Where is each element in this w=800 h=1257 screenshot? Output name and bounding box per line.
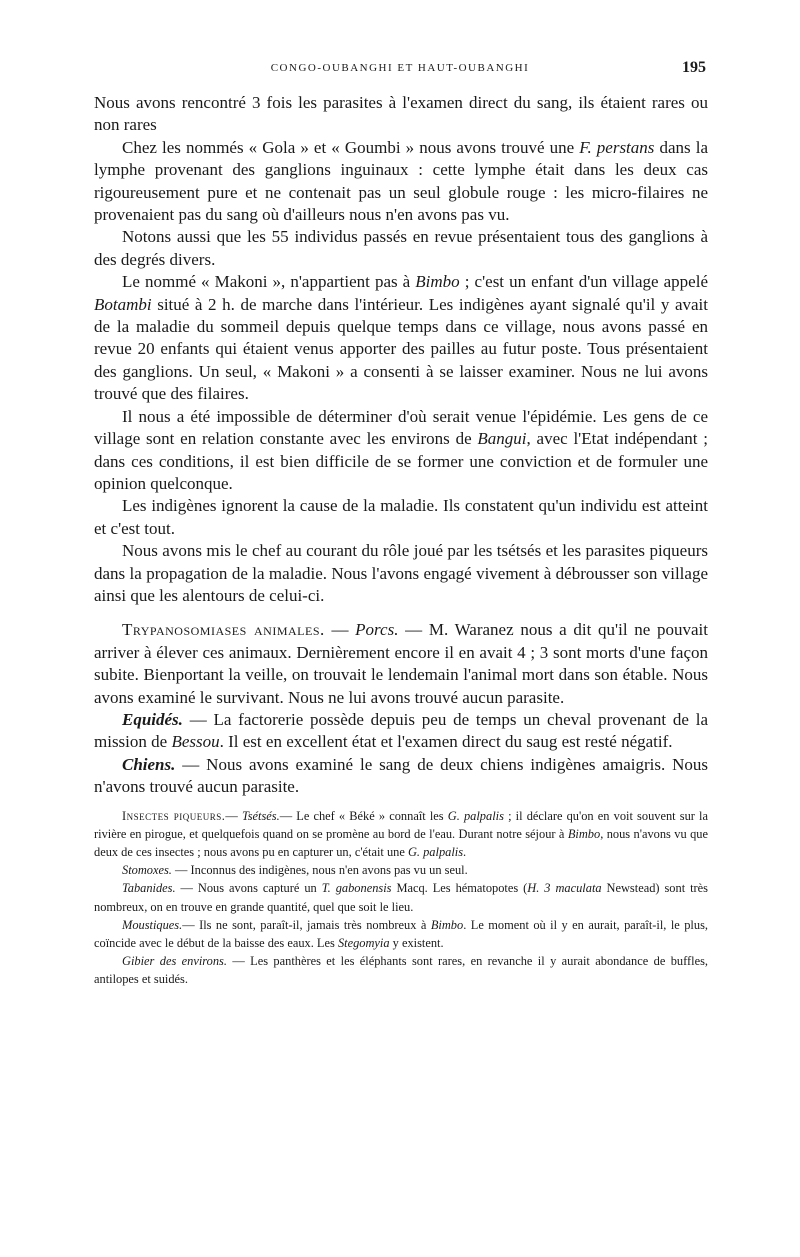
paragraph: Equidés. — La factorerie possède depuis peu de temps un cheval provenant de la mission de Bessou. Il est en excellent état et l'examen direct du saug est resté négatif. xyxy=(94,709,708,752)
paragraph: Gibier des environs. — Les panthères et les éléphants sont rares, en revanche il y aurait abondance de buffles, antilopes et suidés. xyxy=(94,954,708,987)
paragraph: Le nommé « Makoni », n'appartient pas à Bimbo ; c'est un enfant d'un village appelé Botambi situé à 2 h. de marche dans l'intérieur. Les indigènes ayant signalé qu'il y avait de la maladie du sommeil depuis quelque temps dans ce village, nous avons passé en revue 20 enfants qui étaient venus apporter des pailles au futur poste. Tous présentaient des ganglions. Un seul, « Makoni » a consenti à se laisser examiner. Nous ne lui avons trouvé que des filaires. xyxy=(94,272,708,404)
subsection-label: Gibier des environs. xyxy=(122,954,227,969)
paragraph: Moustiques.— Ils ne sont, paraît-il, jamais très nombreux à Bimbo. Le moment où il y en aurait, paraît-il, le plus, coïncide avec le début de la baisse des eaux. Les Stegomyia y existent. xyxy=(94,917,708,951)
species-name: H. 3 maculata xyxy=(527,881,602,896)
place-name: Bimbo xyxy=(415,272,460,292)
subsection-label: Moustiques. xyxy=(122,917,183,932)
paragraph: Il nous a été impossible de déterminer d'où serait venue l'épidémie. Les gens de ce village sont en relation constante avec les environs de Bangui, avec l'Etat indépendant ; dans ces conditions, il est bien difficile de se former une conviction et de formuler une opinion quelconque. xyxy=(94,406,708,493)
subsection-label: Porcs. xyxy=(355,620,399,640)
paragraph: Les indigènes ignorent la cause de la maladie. Ils constatent qu'un individu est atteint et c'est tout. xyxy=(94,496,708,538)
place-name: Bimbo xyxy=(430,917,464,932)
place-name: Bimbo xyxy=(567,826,601,841)
paragraph: Trypanosomiases animales. — Porcs. — M. Waranez nous a dit qu'il ne pouvait arriver à élever ces animaux. Dernièrement encore il en avait 4 ; 3 sont morts d'une façon subite. Bienportant la veille, on trouvait le lendemain l'animal mort dans son étable. Nous avons examiné le survivant. Nous ne lui avons trouvé aucun parasite. xyxy=(94,620,708,707)
paragraph: Tabanides. — Nous avons capturé un T. gabonensis Macq. Les hématopotes (H. 3 maculata Newstead) sont très nombreux, on en trouve en grande quantité, quel que soit le lieu. xyxy=(94,881,708,914)
paragraph: Nous avons mis le chef au courant du rôle joué par les tsétsés et les parasites piqueurs dans la propagation de la maladie. Nous l'avons engagé vivement à débrousser son village ainsi que les alentours de celui-ci. xyxy=(94,541,708,605)
subsection-label: Tabanides. xyxy=(122,881,176,896)
running-head: CONGO-OUBANGHI ET HAUT-OUBANGHI xyxy=(270,62,530,74)
species-name: T. gabonensis xyxy=(321,881,392,896)
subsection-label: Equidés. xyxy=(122,709,183,729)
paragraph: Insectes piqueurs.— Tsétsés.— Le chef « Béké » connaît les G. palpalis ; il déclare qu'on en voit souvent sur la rivière en pirogue, et quelquefois quand on se promène au bord de l'eau. Durant notre séjour à Bimbo, nous n'avons vu que deux de ces insectes ; nous avons pu en capturer un, c'était une G. palpalis. xyxy=(94,808,708,859)
place-name: Bessou xyxy=(171,732,220,752)
small-print-section xyxy=(94,807,708,989)
species-name: Stegomyia xyxy=(337,936,390,951)
section-heading: Insectes piqueurs. xyxy=(122,808,226,823)
species-name: G. palpalis xyxy=(407,845,464,859)
species-name: G. palpalis xyxy=(447,808,504,823)
paragraph: Stomoxes. — Inconnus des indigènes, nous n'en avons pas vu un seul. xyxy=(122,863,468,878)
subsection-label: Tsétsés. xyxy=(241,808,280,823)
subsection-label: Stomoxes. xyxy=(122,863,172,878)
paragraph: Chiens. — Nous avons examiné le sang de deux chiens indigènes amaigris. Nous n'avons trouvé aucun parasite. xyxy=(94,754,708,797)
subsection-label: Chiens. xyxy=(122,754,176,774)
spacer xyxy=(94,799,708,807)
spacer xyxy=(94,607,708,619)
place-name: Bangui xyxy=(477,429,527,449)
species-name: F. perstans xyxy=(579,137,655,157)
body-text xyxy=(94,92,708,989)
section-heading: Trypanosomiases animales. xyxy=(122,620,325,640)
page-header xyxy=(0,59,800,84)
paragraph: Nous avons rencontré 3 fois les parasites à l'examen direct du sang, ils étaient rares ou non rares xyxy=(94,93,708,135)
place-name: Botambi xyxy=(94,294,152,314)
paragraph: Notons aussi que les 55 individus passés en revue présentaient tous des ganglions à des degrés divers. xyxy=(94,227,708,269)
paragraph: Chez les nommés « Gola » et « Goumbi » nous avons trouvé une F. perstans dans la lymphe provenant des ganglions inguinaux : cette lymphe était dans les deux cas rigoureusement pure et ne contenait pas un seul globule rouge : les micro-filaires ne provenaient pas du sang où d'ailleurs nous n'en avons pas vu. xyxy=(94,137,708,225)
page-number: 195 xyxy=(682,59,706,76)
